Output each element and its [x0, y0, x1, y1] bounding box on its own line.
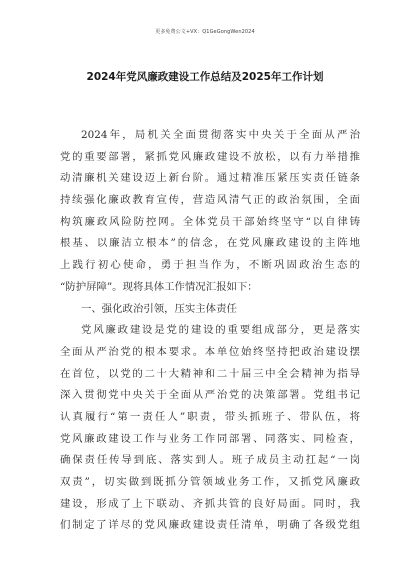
body-line: 根基、以廉洁立根本”的信念，在党风廉政建设的主阵地	[60, 237, 360, 250]
body-line: 党的重要部署，紧抓党风廉政建设不放松，以有力举措推	[60, 150, 360, 163]
body-line: 们制定了详尽的党风廉政建设责任清单，明确了各级党组	[60, 519, 360, 532]
body-line: 建设，形成了上下联动、齐抓共管的良好局面。同时，我	[60, 497, 360, 510]
body-line: “防护屏障”。现将具体工作情况汇报如下：	[60, 280, 258, 293]
section-heading: 一、强化政治引领，压实主体责任	[81, 302, 237, 315]
body-line: 党风廉政建设工作与业务工作同部署、同落实、同检查，	[60, 432, 360, 445]
body-line: 构筑廉政风险防控网。全体党员干部始终坚守“以自律铸	[60, 215, 360, 228]
body-line: 党风廉政建设是党的建设的重要组成部分，更是落实	[81, 324, 360, 337]
document-body	[60, 125, 360, 537]
body-line: 动清廉机关建设迈上新台阶。通过精准压紧压实责任链条	[60, 172, 360, 185]
body-line: 在首位，以党的二十大精神和二十届三中全会精神为指导	[60, 367, 360, 380]
body-line: 持续强化廉政教育宣传，营造风清气正的政治氛围，全面	[60, 194, 360, 207]
header-note: 更多免费公文+VX：Q1GeGongWen2024	[155, 29, 255, 35]
body-line: 全面从严治党的根本要求。本单位始终坚持把政治建设摆	[60, 345, 360, 358]
document-title: 2024年党风廉政建设工作总结及2025年工作计划	[86, 71, 324, 83]
body-line: 确保责任传导到底、落实到人。班子成员主动扛起“一岗	[60, 454, 360, 467]
body-line: 双责”，切实做到既抓分管领域业务工作，又抓党风廉政	[60, 476, 360, 488]
body-line: 2024年，局机关全面贯彻落实中央关于全面从严治	[81, 129, 360, 141]
body-line: 认真履行“第一责任人”职责，带头抓班子、带队伍，将	[60, 410, 360, 423]
body-line: 深入贯彻党中央关于全面从严治党的决策部署。党组书记	[60, 389, 360, 402]
body-line: 上践行初心使命，勇于担当作为，不断巩固政治生态的	[60, 259, 360, 272]
